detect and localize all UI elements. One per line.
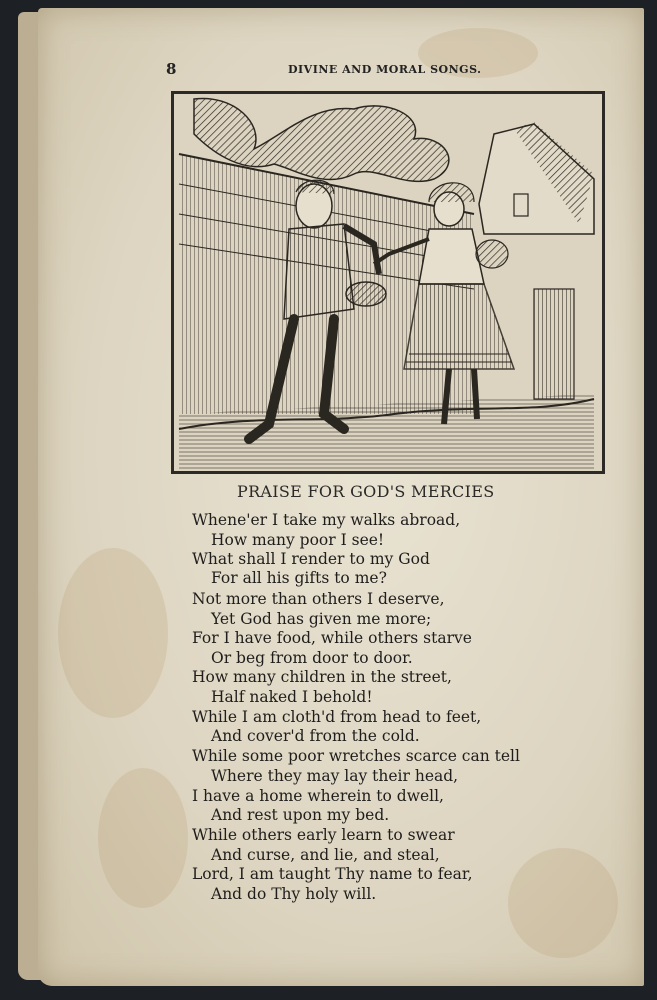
page-header bbox=[166, 60, 546, 82]
poem-line: And cover'd from the cold. bbox=[211, 727, 420, 745]
poem-line: Not more than others I deserve, bbox=[192, 590, 445, 608]
poem-line: For all his gifts to me? bbox=[211, 569, 387, 587]
paper-stain bbox=[98, 768, 188, 908]
poem-line: For I have food, while others starve bbox=[192, 629, 472, 647]
paper-stain bbox=[58, 548, 168, 718]
poem-line: Or beg from door to door. bbox=[211, 649, 413, 667]
poem-line: What shall I render to my God bbox=[192, 550, 430, 568]
woodcut-illustration bbox=[171, 91, 605, 474]
poem-line: While others early learn to swear bbox=[192, 826, 455, 844]
poem-line: I have a home wherein to dwell, bbox=[192, 787, 444, 805]
poem-line: Lord, I am taught Thy name to fear, bbox=[192, 865, 473, 883]
page-number: 8 bbox=[166, 60, 177, 78]
poem-line: And do Thy holy will. bbox=[211, 885, 377, 903]
poem-line: And curse, and lie, and steal, bbox=[211, 846, 440, 864]
poem-line: Where they may lay their head, bbox=[211, 767, 459, 785]
poem-line: Yet God has given me more; bbox=[211, 610, 432, 628]
poem-title: PRAISE FOR GOD'S MERCIES bbox=[237, 482, 495, 501]
poem-line: Whene'er I take my walks abroad, bbox=[192, 511, 461, 529]
poem-line: While some poor wretches scarce can tell bbox=[192, 747, 520, 765]
poem-line: And rest upon my bed. bbox=[211, 806, 390, 824]
poem-line: While I am cloth'd from head to feet, bbox=[192, 708, 482, 726]
poem-line: How many children in the street, bbox=[192, 668, 452, 686]
woodcut-illustration-icon bbox=[174, 94, 602, 471]
paper-stain bbox=[508, 848, 618, 958]
poem-line: Half naked I behold! bbox=[211, 688, 373, 706]
running-head: DIVINE AND MORAL SONGS. bbox=[288, 63, 482, 76]
poem-line: How many poor I see! bbox=[211, 531, 385, 549]
